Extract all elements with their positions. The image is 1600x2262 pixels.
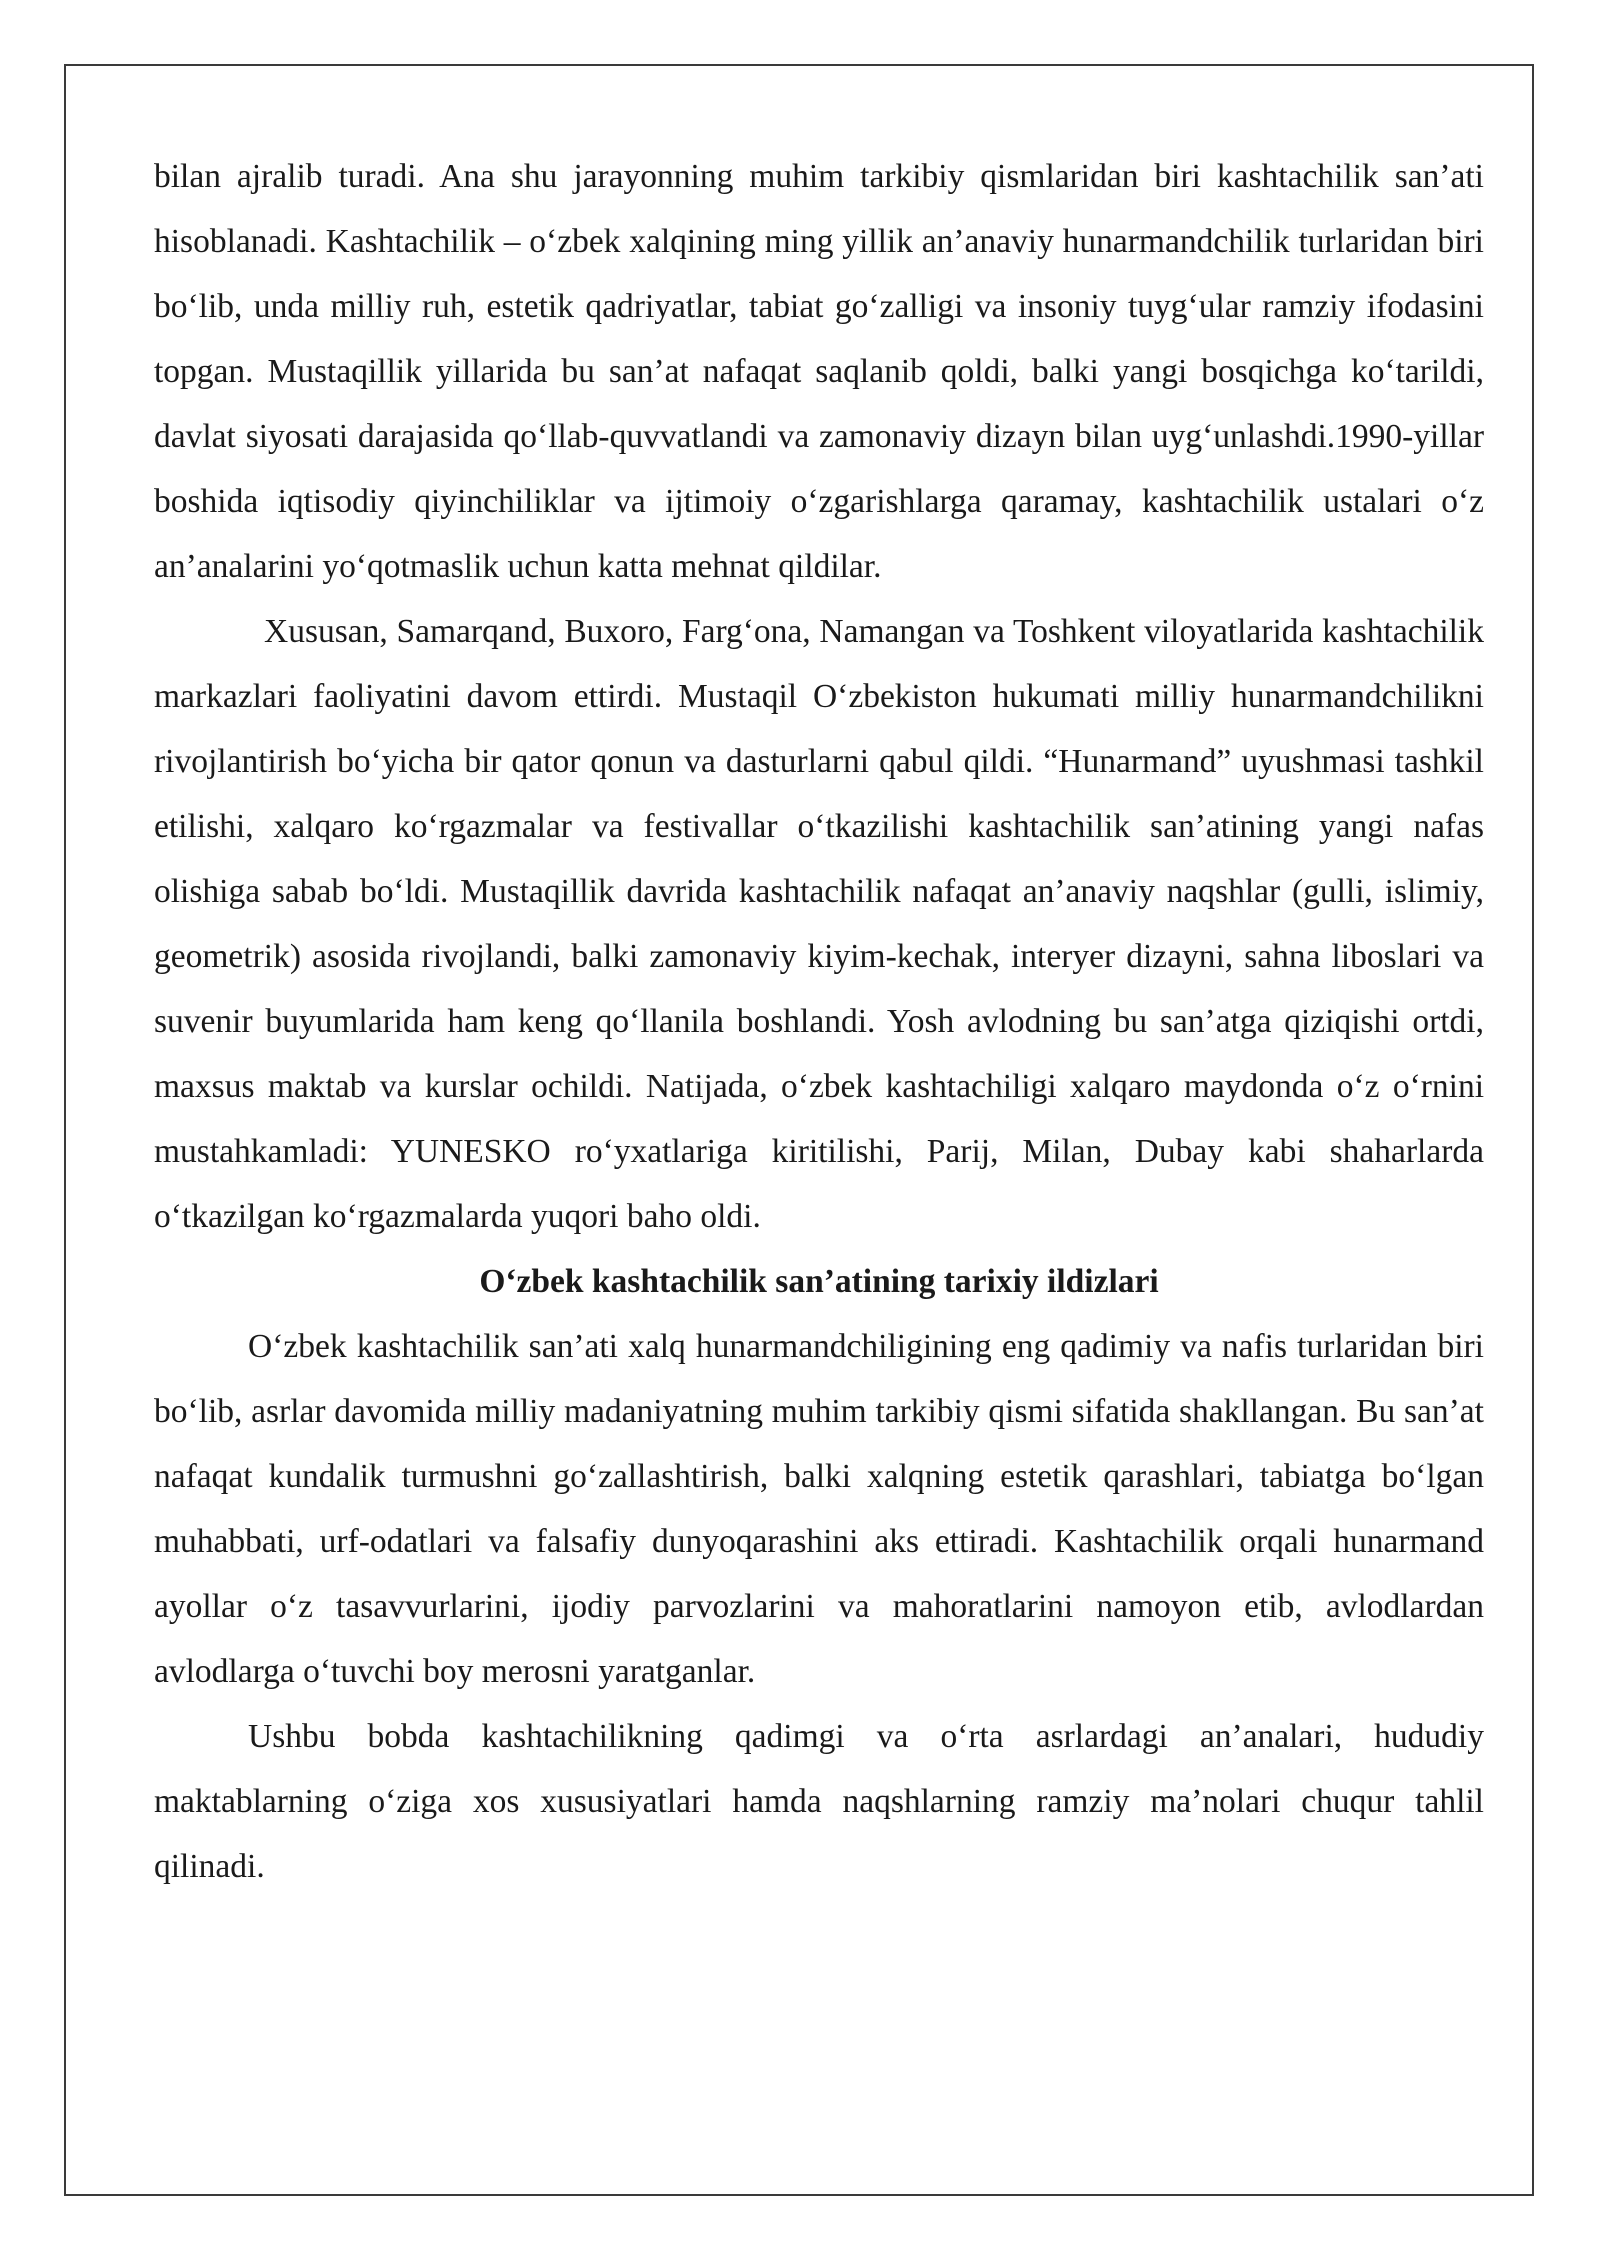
paragraph-history: O‘zbek kashtachilik san’ati xalq hunarmandchiligining eng qadimiy va nafis turlaridan biri bo‘lib, asrlar davomida milliy madaniyatning muhim tarkibiy qismi sifatida shakllangan. Bu san’at nafaqat kundalik turmushni go‘zallashtirish, balki xalqning estetik qarashlari, tabiatga bo‘lgan muhabbati, urf-odatlari va falsafiy dunyoqarashini aks ettiradi. Kashtachilik orqali hunarmand ayollar o‘z tasavvurlarini, ijodiy parvozlarini va mahoratlarini namoyon etib, avlodlardan avlodlarga o‘tuvchi boy merosni yaratganlar. — [154, 1328, 1484, 1690]
paragraph-chapter-summary: Ushbu bobda kashtachilikning qadimgi va o‘rta asrlardagi an’analari, hududiy maktablarning o‘ziga xos xususiyatlari hamda naqshlarning ramziy ma’nolari chuqur tahlil qilinadi. — [154, 1718, 1484, 1885]
paragraph-regions: Xususan, Samarqand, Buxoro, Farg‘ona, Namangan va Toshkent viloyatlarida kashtachilik markazlari faoliyatini davom ettirdi. Mustaqil O‘zbekiston hukumati milliy hunarmandchilikni rivojlantirish bo‘yicha bir qator qonun va dasturlarni qabul qildi. “Hunarmand” uyushmasi tashkil etilishi, xalqaro ko‘rgazmalar va festivallar o‘tkazilishi kashtachilik san’atining yangi nafas olishiga sabab bo‘ldi. Mustaqillik davrida kashtachilik nafaqat an’anaviy naqshlar (gulli, islimiy, geometrik) asosida rivojlandi, balki zamonaviy kiyim-kechak, interyer dizayni, sahna liboslari va suvenir buyumlarida ham keng qo‘llanila boshlandi. Yosh avlodning bu san’atga qiziqishi ortdi, maxsus maktab va kurslar ochildi. Natijada, o‘zbek kashtachiligi xalqaro maydonda o‘z o‘rnini mustahkamladi: YUNESKO ro‘yxatlariga kiritilishi, Parij, Milan, Dubay kabi shaharlarda o‘tkazilgan ko‘rgazmalarda yuqori baho oldi. — [154, 613, 1484, 1235]
paragraph-continuation: bilan ajralib turadi. Ana shu jarayonning muhim tarkibiy qismlaridan biri kashtachilik san’ati hisoblanadi. Kashtachilik – o‘zbek xalqining ming yillik an’anaviy hunarmandchilik turlaridan biri bo‘lib, unda milliy ruh, estetik qadriyatlar, tabiat go‘zalligi va insoniy tuyg‘ular ramziy ifodasini topgan. Mustaqillik yillarida bu san’at nafaqat saqlanib qoldi, balki yangi bosqichga ko‘tarildi, davlat siyosati darajasida qo‘llab-quvvatlandi va zamonaviy dizayn bilan uyg‘unlashdi.1990-yillar boshida iqtisodiy qiyinchiliklar va ijtimoiy o‘zgarishlarga qaramay, kashtachilik ustalari o‘z an’analarini yo‘qotmaslik uchun katta mehnat qildilar. — [154, 158, 1484, 585]
section-heading: O‘zbek kashtachilik san’atining tarixiy ildizlari — [479, 1263, 1159, 1300]
document-body — [154, 144, 1484, 1899]
